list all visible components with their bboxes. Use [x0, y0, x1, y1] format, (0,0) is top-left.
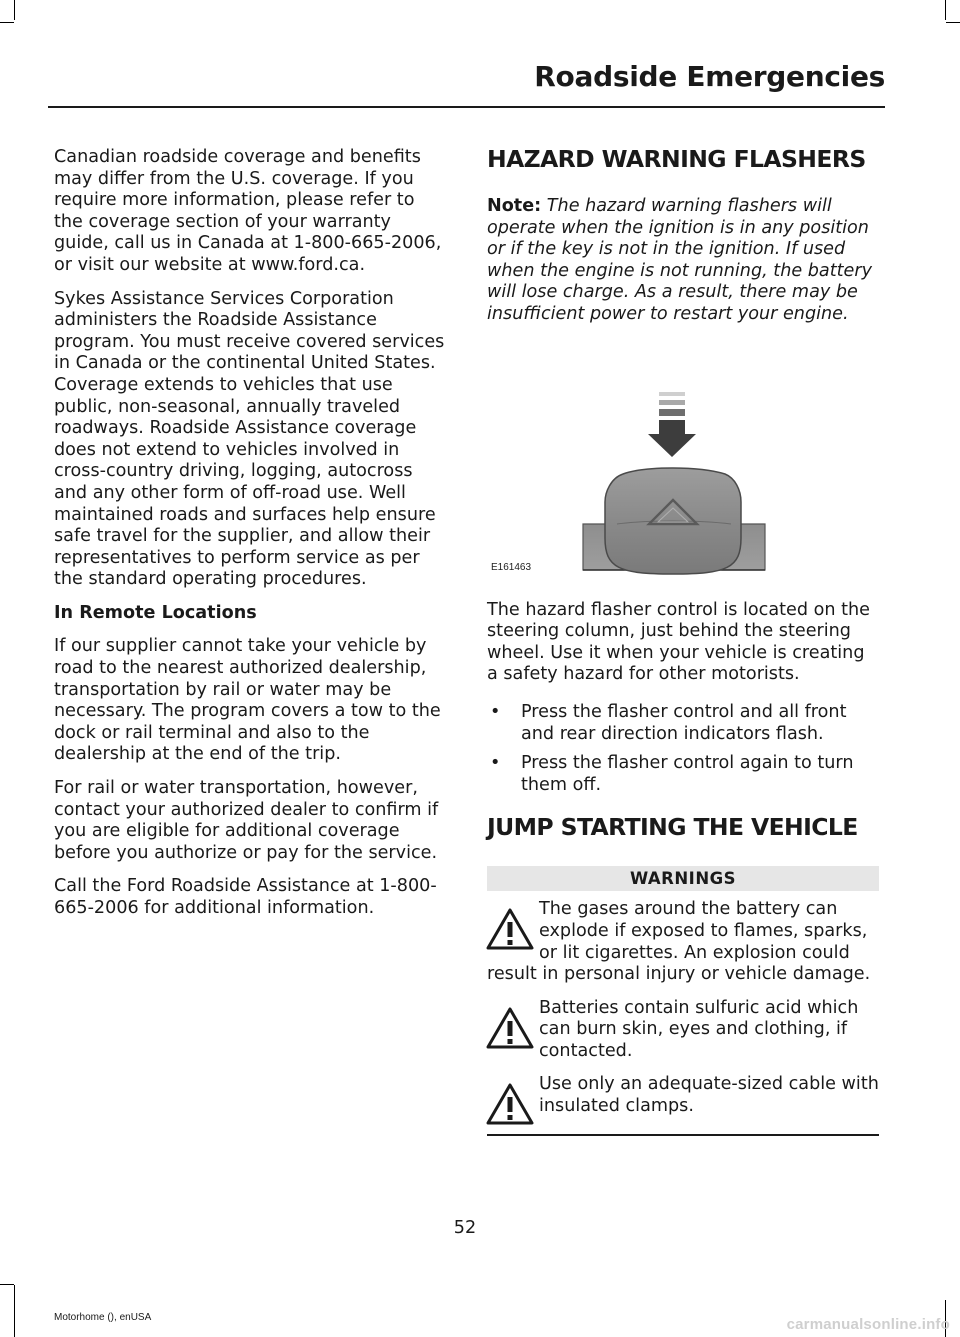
note	[487, 196, 879, 326]
warnings-end-rule	[487, 1134, 879, 1136]
crop-mark	[945, 0, 946, 20]
bullet-list	[487, 702, 879, 796]
hazard-button-illustration	[487, 338, 879, 586]
watermark: carmanualsonline.info	[786, 1316, 950, 1333]
warning-text: The gases around the battery can explode if exposed to flames, sparks, or lit cigarettes. An explosion could result in personal injury or vehicle damage.	[487, 899, 871, 985]
right-column	[487, 144, 879, 1136]
paragraph: Sykes Assistance Services Corporation administers the Roadside Assistance program. You must receive covered services in Canada or the continental United States. Coverage extends to vehicles that use public, non-seasonal, annually traveled roadways. Roadside Assistance coverage does not extend to vehicles involved in cross-country driving, logging, autocross and any other form of off-road use. Well maintained roads and surfaces help ensure safe travel for the supplier, and allow their representatives to perform service as per the standard operating procedures.	[54, 288, 445, 590]
list-item: • Press the flasher control and all front and rear direction indicators flash.	[490, 701, 847, 744]
crop-mark	[14, 1285, 15, 1337]
warning-item	[487, 998, 879, 1063]
crop-mark	[0, 1284, 14, 1285]
subheading: In Remote Locations	[54, 602, 257, 623]
paragraph: For rail or water transportation, however, contact your authorized dealer to confirm if you are eligible for additional coverage before you authorize or pay for the service.	[54, 778, 439, 863]
paragraph: Call the Ford Roadside Assistance at 1-800-665-2006 for additional information.	[54, 876, 437, 918]
crop-mark	[14, 0, 15, 20]
section-title-jump: JUMP STARTING THE VEHICLE	[487, 813, 858, 842]
warning-triangle-icon	[485, 907, 535, 951]
hazard-button-figure	[487, 338, 879, 586]
note-label: Note:	[487, 196, 542, 216]
paragraph: If our supplier cannot take your vehicle by road to the nearest authorized dealership, transportation by rail or water may be necessary. The program covers a tow to the dock or rail terminal and also to the dealership at the end of the trip.	[54, 636, 441, 765]
header-rule	[48, 106, 885, 108]
paragraph: Canadian roadside coverage and benefits may differ from the U.S. coverage. If you require more information, please refer to the coverage section of your warranty guide, call us in Canada at 1-800-665-2006, or visit our website at www.ford.ca.	[54, 147, 442, 275]
warning-triangle-icon	[485, 1006, 535, 1050]
crop-mark	[946, 22, 960, 23]
down-arrow-icon	[648, 420, 696, 457]
warning-text: Use only an adequate-sized cable with insulated clamps.	[539, 1074, 879, 1117]
left-column	[54, 147, 446, 932]
warning-text: Batteries contain sulfuric acid which can burn skin, eyes and clothing, if contacted.	[539, 997, 859, 1061]
section-title-hazard: HAZARD WARNING FLASHERS	[487, 145, 866, 173]
warnings-header: WARNINGS	[487, 866, 879, 891]
list-item: • Press the flasher control again to turn them off.	[490, 753, 854, 795]
warning-item	[487, 1074, 879, 1122]
document-info: Motorhome (), enUSA	[54, 1312, 152, 1323]
paragraph: The hazard flasher control is located on the steering column, just behind the steering wheel. Use it when your vehicle is creating a safety hazard for other motorists.	[487, 599, 870, 685]
note-text: The hazard warning flashers will operate when the ignition is in any position or if the key is not in the ignition. If used when the engine is not running, the battery will lose charge. As a result, there may be insufficient power to restart your engine.	[487, 196, 872, 324]
warning-triangle-icon	[485, 1082, 535, 1126]
warning-item	[487, 899, 879, 985]
crop-mark	[0, 22, 14, 23]
page-title: Roadside Emergencies	[534, 60, 885, 93]
page-number: 52	[453, 1218, 477, 1238]
figure-label: E161463	[491, 561, 532, 573]
